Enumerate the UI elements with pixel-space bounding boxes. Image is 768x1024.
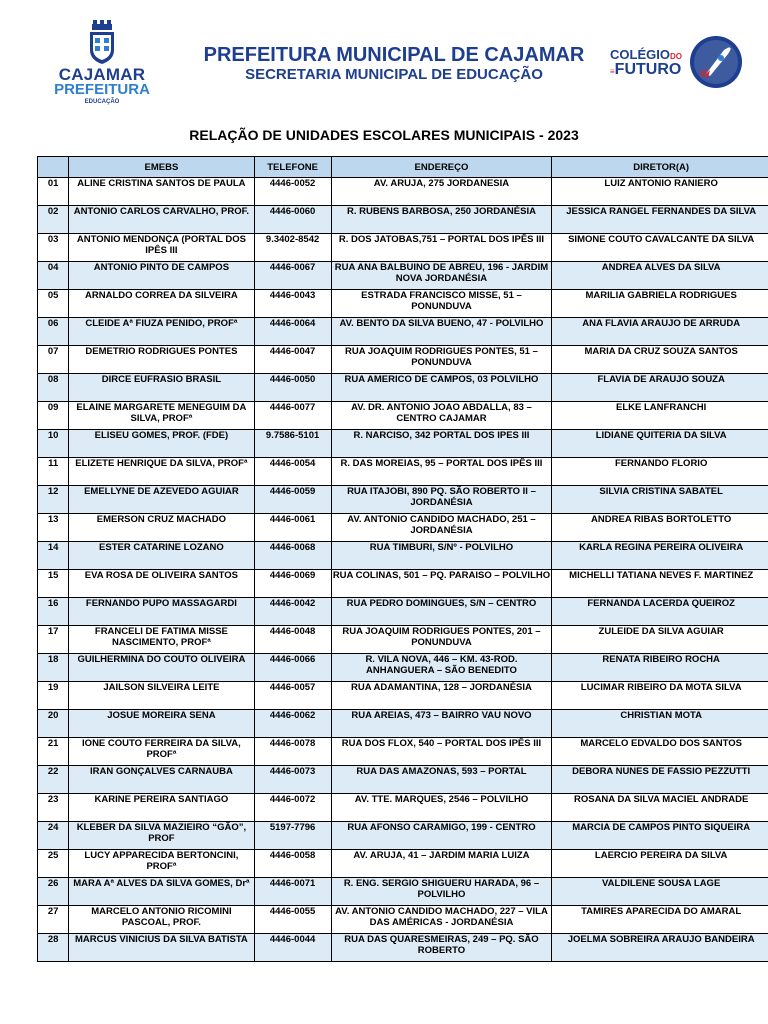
row-number: 09: [38, 402, 69, 430]
brand-subname: PREFEITURA: [54, 81, 150, 98]
school-name: MARCELO ANTONIO RICOMINI PASCOAL, PROF.: [69, 906, 254, 934]
school-name: EMERSON CRUZ MACHADO: [69, 514, 254, 542]
school-phone: 4446-0058: [254, 850, 331, 878]
school-director: SIMONE COUTO CAVALCANTE DA SILVA: [552, 234, 768, 262]
table-row: [38, 402, 768, 430]
school-address: RUA TIMBURI, S/Nº - POLVILHO: [331, 542, 552, 570]
row-number: 21: [38, 738, 69, 766]
school-phone: 4446-0042: [254, 598, 331, 626]
school-phone: 4446-0064: [254, 318, 331, 346]
colegio-logo-small: DO: [669, 52, 682, 61]
table-row: [38, 514, 768, 542]
table-row: [38, 682, 768, 710]
colegio-logo-line1: COLÉGIODO: [610, 47, 682, 62]
table-row: [38, 766, 768, 794]
school-address: R. VILA NOVA, 446 – KM. 43-ROD. ANHANGUERA – SÃO BENEDITO: [331, 654, 552, 682]
school-director: ELKE LANFRANCHI: [552, 402, 768, 430]
school-director: FERNANDA LACERDA QUEIROZ: [552, 598, 768, 626]
school-director: MARCIA DE CAMPOS PINTO SIQUEIRA: [552, 822, 768, 850]
school-address: RUA AMERICO DE CAMPOS, 03 POLVILHO: [331, 374, 552, 402]
table-row: [38, 626, 768, 654]
school-name: JOSUE MOREIRA SENA: [69, 710, 254, 738]
school-address: ESTRADA FRANCISCO MISSE, 51 – PONUNDUVA: [331, 290, 552, 318]
school-phone: 4446-0072: [254, 794, 331, 822]
school-phone: 4446-0078: [254, 738, 331, 766]
table-header-row: [38, 157, 768, 178]
row-number: 12: [38, 486, 69, 514]
row-number: 11: [38, 458, 69, 486]
table-row: [38, 934, 768, 962]
school-name: ANTONIO MENDONÇA (PORTAL DOS IPÊS III: [69, 234, 254, 262]
table-row: [38, 486, 768, 514]
school-director: LUCIMAR RIBEIRO DA MOTA SILVA: [552, 682, 768, 710]
school-director: LIDIANE QUITERIA DA SILVA: [552, 430, 768, 458]
school-director: KARLA REGINA PEREIRA OLIVEIRA: [552, 542, 768, 570]
school-address: RUA AFONSO CARAMIGO, 199 - CENTRO: [331, 822, 552, 850]
school-phone: 9.7586-5101: [254, 430, 331, 458]
school-director: MARCELO EDVALDO DOS SANTOS: [552, 738, 768, 766]
school-address: AV. TTE. MARQUES, 2546 – POLVILHO: [331, 794, 552, 822]
row-number: 15: [38, 570, 69, 598]
table-row: [38, 598, 768, 626]
school-address: RUA ADAMANTINA, 128 – JORDANÉSIA: [331, 682, 552, 710]
school-address: R. RUBENS BARBOSA, 250 JORDANÉSIA: [331, 206, 552, 234]
school-director: ANDREA RIBAS BORTOLETTO: [552, 514, 768, 542]
school-director: DEBORA NUNES DE FASSIO PEZZUTTI: [552, 766, 768, 794]
school-name: KARINE PEREIRA SANTIAGO: [69, 794, 254, 822]
row-number: 18: [38, 654, 69, 682]
row-number: 19: [38, 682, 69, 710]
school-address: R. ENG. SERGIO SHIGUERU HARADA, 96 – POLVILHO: [331, 878, 552, 906]
row-number: 27: [38, 906, 69, 934]
school-phone: 4446-0057: [254, 682, 331, 710]
school-address: RUA AREIAS, 473 – BAIRRO VAU NOVO: [331, 710, 552, 738]
page-title: PREFEITURA MUNICIPAL DE CAJAMAR: [203, 44, 585, 66]
table-row: [38, 542, 768, 570]
school-name: JAILSON SILVEIRA LEITE: [69, 682, 254, 710]
table-row: [38, 374, 768, 402]
school-address: RUA PEDRO DOMINGUES, S/N – CENTRO: [331, 598, 552, 626]
row-number: 23: [38, 794, 69, 822]
school-address: R. DOS JATOBAS,751 – PORTAL DOS IPÊS III: [331, 234, 552, 262]
table-row: [38, 206, 768, 234]
cajamar-prefeitura-logo: [52, 20, 152, 108]
school-phone: 4446-0044: [254, 934, 331, 962]
column-header-endereco: ENDEREÇO: [331, 157, 552, 178]
school-name: ANTONIO CARLOS CARVALHO, PROF.: [69, 206, 254, 234]
school-director: MARIA DA CRUZ SOUZA SANTOS: [552, 346, 768, 374]
school-name: KLEBER DA SILVA MAZIEIRO “GÃO”, PROF: [69, 822, 254, 850]
school-director: FLAVIA DE ARAUJO SOUZA: [552, 374, 768, 402]
school-name: ELIZETE HENRIQUE DA SILVA, PROFª: [69, 458, 254, 486]
school-address: AV. ANTONIO CANDIDO MACHADO, 251 – JORDANÉSIA: [331, 514, 552, 542]
school-address: AV. DR. ANTONIO JOAO ABDALLA, 83 – CENTRO CAJAMAR: [331, 402, 552, 430]
table-row: [38, 738, 768, 766]
school-phone: 4446-0047: [254, 346, 331, 374]
colegio-logo-line2: ≡FUTURO: [610, 61, 682, 78]
school-phone: 4446-0062: [254, 710, 331, 738]
school-phone: 4446-0068: [254, 542, 331, 570]
row-number: 24: [38, 822, 69, 850]
table-body: [38, 178, 768, 962]
table-row: [38, 850, 768, 878]
school-name: ARNALDO CORREA DA SILVEIRA: [69, 290, 254, 318]
school-director: SILVIA CRISTINA SABATEL: [552, 486, 768, 514]
school-address: RUA ANA BALBUINO DE ABREU, 196 - JARDIM NOVA JORDANÉSIA: [331, 262, 552, 290]
document-header: [0, 0, 768, 120]
table-row: [38, 458, 768, 486]
school-name: ELAINE MARGARETE MENEGUIM DA SILVA, PROFª: [69, 402, 254, 430]
school-director: MICHELLI TATIANA NEVES F. MARTINEZ: [552, 570, 768, 598]
school-address: R. NARCISO, 342 PORTAL DOS IPES III: [331, 430, 552, 458]
row-number: 03: [38, 234, 69, 262]
school-director: ROSANA DA SILVA MACIEL ANDRADE: [552, 794, 768, 822]
school-name: EVA ROSA DE OLIVEIRA SANTOS: [69, 570, 254, 598]
column-header-emebs: EMEBS: [69, 157, 254, 178]
table-row: [38, 178, 768, 206]
table-row: [38, 710, 768, 738]
row-number: 10: [38, 430, 69, 458]
school-phone: 4446-0069: [254, 570, 331, 598]
table-row: [38, 794, 768, 822]
colegio-do-futuro-logo: [608, 34, 744, 94]
row-number: 13: [38, 514, 69, 542]
schools-table: [37, 156, 768, 962]
school-address: AV. ANTONIO CANDIDO MACHADO, 227 – VILA DAS AMÉRICAS - JORDANÉSIA: [331, 906, 552, 934]
table-row: [38, 290, 768, 318]
city-crest-icon: [88, 20, 116, 64]
school-name: ANTONIO PINTO DE CAMPOS: [69, 262, 254, 290]
page-subtitle: SECRETARIA MUNICIPAL DE EDUCAÇÃO: [245, 66, 543, 83]
column-header-diretor: DIRETOR(A): [552, 157, 768, 178]
school-address: AV. ARUJA, 41 – JARDIM MARIA LUIZA: [331, 850, 552, 878]
school-director: JESSICA RANGEL FERNANDES DA SILVA: [552, 206, 768, 234]
school-phone: 4446-0055: [254, 906, 331, 934]
school-phone: 4446-0077: [254, 402, 331, 430]
school-address: RUA JOAQUIM RODRIGUES PONTES, 51 – PONUNDUVA: [331, 346, 552, 374]
school-phone: 4446-0061: [254, 514, 331, 542]
school-phone: 4446-0066: [254, 654, 331, 682]
row-number: 04: [38, 262, 69, 290]
school-name: FERNANDO PUPO MASSAGARDI: [69, 598, 254, 626]
school-director: FERNANDO FLORIO: [552, 458, 768, 486]
school-name: DIRCE EUFRASIO BRASIL: [69, 374, 254, 402]
school-phone: 4446-0067: [254, 262, 331, 290]
school-phone: 4446-0060: [254, 206, 331, 234]
row-number: 06: [38, 318, 69, 346]
school-address: RUA DAS QUARESMEIRAS, 249 – PQ. SÃO ROBERTO: [331, 934, 552, 962]
school-director: LAERCIO PEREIRA DA SILVA: [552, 850, 768, 878]
school-address: AV. BENTO DA SILVA BUENO, 47 - POLVILHO: [331, 318, 552, 346]
school-name: IRAN GONÇALVES CARNAUBA: [69, 766, 254, 794]
school-director: JOELMA SOBREIRA ARAUJO BANDEIRA: [552, 934, 768, 962]
school-name: GUILHERMINA DO COUTO OLIVEIRA: [69, 654, 254, 682]
school-name: IONE COUTO FERREIRA DA SILVA, PROFª: [69, 738, 254, 766]
school-name: EMELLYNE DE AZEVEDO AGUIAR: [69, 486, 254, 514]
school-director: ANDREA ALVES DA SILVA: [552, 262, 768, 290]
school-phone: 4446-0054: [254, 458, 331, 486]
school-director: CHRISTIAN MOTA: [552, 710, 768, 738]
school-director: ZULEIDE DA SILVA AGUIAR: [552, 626, 768, 654]
school-address: RUA DAS AMAZONAS, 593 – PORTAL: [331, 766, 552, 794]
school-director: TAMIRES APARECIDA DO AMARAL: [552, 906, 768, 934]
row-number: 08: [38, 374, 69, 402]
table-row: [38, 430, 768, 458]
school-address: RUA ITAJOBI, 890 PQ. SÃO ROBERTO II –JORDANÉSIA: [331, 486, 552, 514]
row-number: 22: [38, 766, 69, 794]
table-row: [38, 654, 768, 682]
school-phone: 4446-0052: [254, 178, 331, 206]
table-row: [38, 346, 768, 374]
school-phone: 4446-0071: [254, 878, 331, 906]
school-name: FRANCELI DE FATIMA MISSE NASCIMENTO, PROFª: [69, 626, 254, 654]
school-phone: 4446-0059: [254, 486, 331, 514]
table-row: [38, 318, 768, 346]
row-number: 02: [38, 206, 69, 234]
school-address: RUA DOS FLOX, 540 – PORTAL DOS IPÊS III: [331, 738, 552, 766]
school-phone: 4446-0048: [254, 626, 331, 654]
brand-department: EDUCAÇÃO: [84, 99, 120, 105]
rocket-icon: [688, 34, 744, 90]
school-director: MARILIA GABRIELA RODRIGUES: [552, 290, 768, 318]
school-address: AV. ARUJA, 275 JORDANESIA: [331, 178, 552, 206]
school-name: ELISEU GOMES, PROF. (FDE): [69, 430, 254, 458]
brand-name: CAJAMAR: [58, 65, 146, 84]
school-director: LUIZ ANTONIO RANIERO: [552, 178, 768, 206]
table-row: [38, 822, 768, 850]
school-phone: 4446-0073: [254, 766, 331, 794]
table-row: [38, 878, 768, 906]
school-director: ANA FLAVIA ARAUJO DE ARRUDA: [552, 318, 768, 346]
column-header-number: [38, 157, 69, 178]
school-name: DEMETRIO RODRIGUES PONTES: [69, 346, 254, 374]
school-director: RENATA RIBEIRO ROCHA: [552, 654, 768, 682]
row-number: 25: [38, 850, 69, 878]
row-number: 01: [38, 178, 69, 206]
table-row: [38, 906, 768, 934]
row-number: 14: [38, 542, 69, 570]
school-phone: 9.3402-8542: [254, 234, 331, 262]
table-row: [38, 234, 768, 262]
school-phone: 4446-0050: [254, 374, 331, 402]
table-row: [38, 262, 768, 290]
row-number: 07: [38, 346, 69, 374]
school-name: MARCUS VINICIUS DA SILVA BATISTA: [69, 934, 254, 962]
school-name: CLEIDE Aª FIUZA PENIDO, PROFª: [69, 318, 254, 346]
school-name: LUCY APPARECIDA BERTONCINI, PROFª: [69, 850, 254, 878]
document-title: RELAÇÃO DE UNIDADES ESCOLARES MUNICIPAIS - 2023: [189, 127, 579, 143]
table-row: [38, 570, 768, 598]
row-number: 17: [38, 626, 69, 654]
school-director: VALDILENE SOUSA LAGE: [552, 878, 768, 906]
column-header-telefone: TELEFONE: [254, 157, 331, 178]
school-name: ALINE CRISTINA SANTOS DE PAULA: [69, 178, 254, 206]
row-number: 05: [38, 290, 69, 318]
row-number: 28: [38, 934, 69, 962]
school-address: RUA COLINAS, 501 – PQ. PARAISO – POLVILHO: [331, 570, 552, 598]
row-number: 20: [38, 710, 69, 738]
school-phone: 5197-7796: [254, 822, 331, 850]
row-number: 16: [38, 598, 69, 626]
school-name: ESTER CATARINE LOZANO: [69, 542, 254, 570]
school-name: MARA Aª ALVES DA SILVA GOMES, Drª: [69, 878, 254, 906]
school-address: R. DAS MOREIAS, 95 – PORTAL DOS IPÊS III: [331, 458, 552, 486]
row-number: 26: [38, 878, 69, 906]
school-phone: 4446-0043: [254, 290, 331, 318]
school-address: RUA JOAQUIM RODRIGUES PONTES, 201 – PONUNDUVA: [331, 626, 552, 654]
